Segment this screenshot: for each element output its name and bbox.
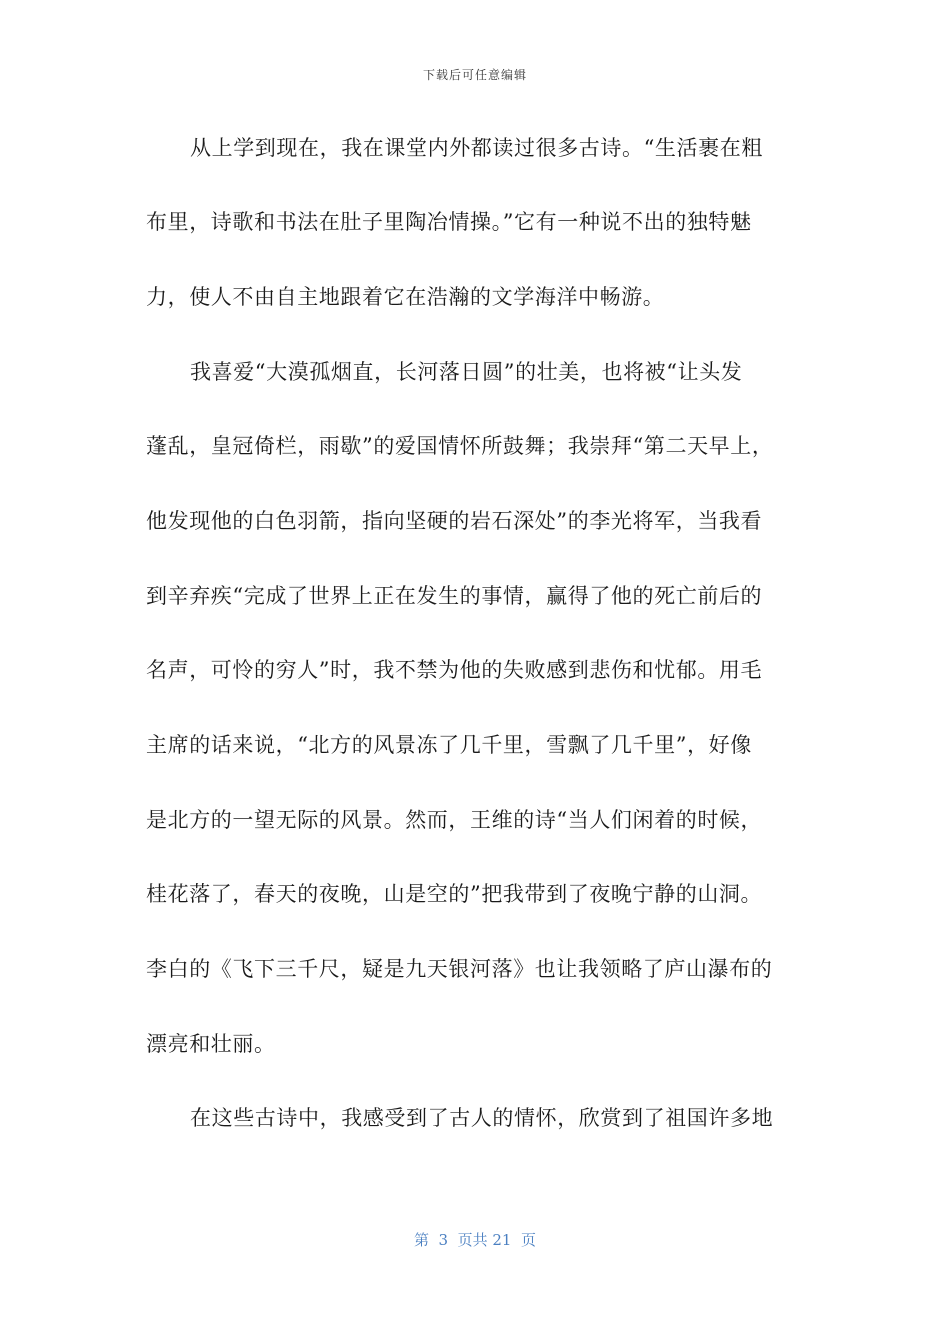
body-line-4: 我喜爱“大漠孤烟直，长河落日圆”的壮美，也将被“让头发 — [190, 360, 743, 384]
body-line-3: 力，使人不由自主地跟着它在浩瀚的文学海洋中畅游。 — [146, 285, 665, 309]
body-line-1: 从上学到现在，我在课堂内外都读过很多古诗。“生活裹在粗 — [190, 136, 763, 160]
body-line-2: 布里，诗歌和书法在肚子里陶冶情操。”它有一种说不出的独特魅 — [146, 210, 752, 234]
body-line-14: 在这些古诗中，我感受到了古人的情怀，欣赏到了祖国许多地 — [190, 1106, 774, 1130]
body-line-12: 李白的《飞下三千尺，疑是九天银河落》也让我领略了庐山瀑布的 — [146, 957, 773, 981]
body-line-10: 是北方的一望无际的风景。然而，王维的诗“当人们闲着的时候， — [146, 808, 763, 832]
body-line-5: 蓬乱，皇冠倚栏，雨歇”的爱国情怀所鼓舞；我崇拜“第二天早上， — [146, 434, 774, 458]
body-line-13: 漂亮和壮丽。 — [146, 1032, 276, 1056]
page-header: 下载后可任意编辑 — [422, 68, 527, 82]
body-line-8: 名声，可怜的穷人”时，我不禁为他的失败感到悲伤和忧郁。用毛 — [146, 658, 763, 682]
body-line-11: 桂花落了，春天的夜晚，山是空的”把我带到了夜晚宁静的山洞。 — [146, 882, 763, 906]
body-line-9: 主席的话来说，“北方的风景冻了几千里，雪飘了几千里”，好像 — [146, 733, 752, 757]
page-number-footer: 第 3 页共 21 页 — [413, 1231, 536, 1249]
body-line-7: 到辛弃疾“完成了世界上正在发生的事情，赢得了他的死亡前后的 — [146, 584, 763, 608]
body-line-6: 他发现他的白色羽箭，指向坚硬的岩石深处”的李光将军，当我看 — [146, 509, 763, 533]
